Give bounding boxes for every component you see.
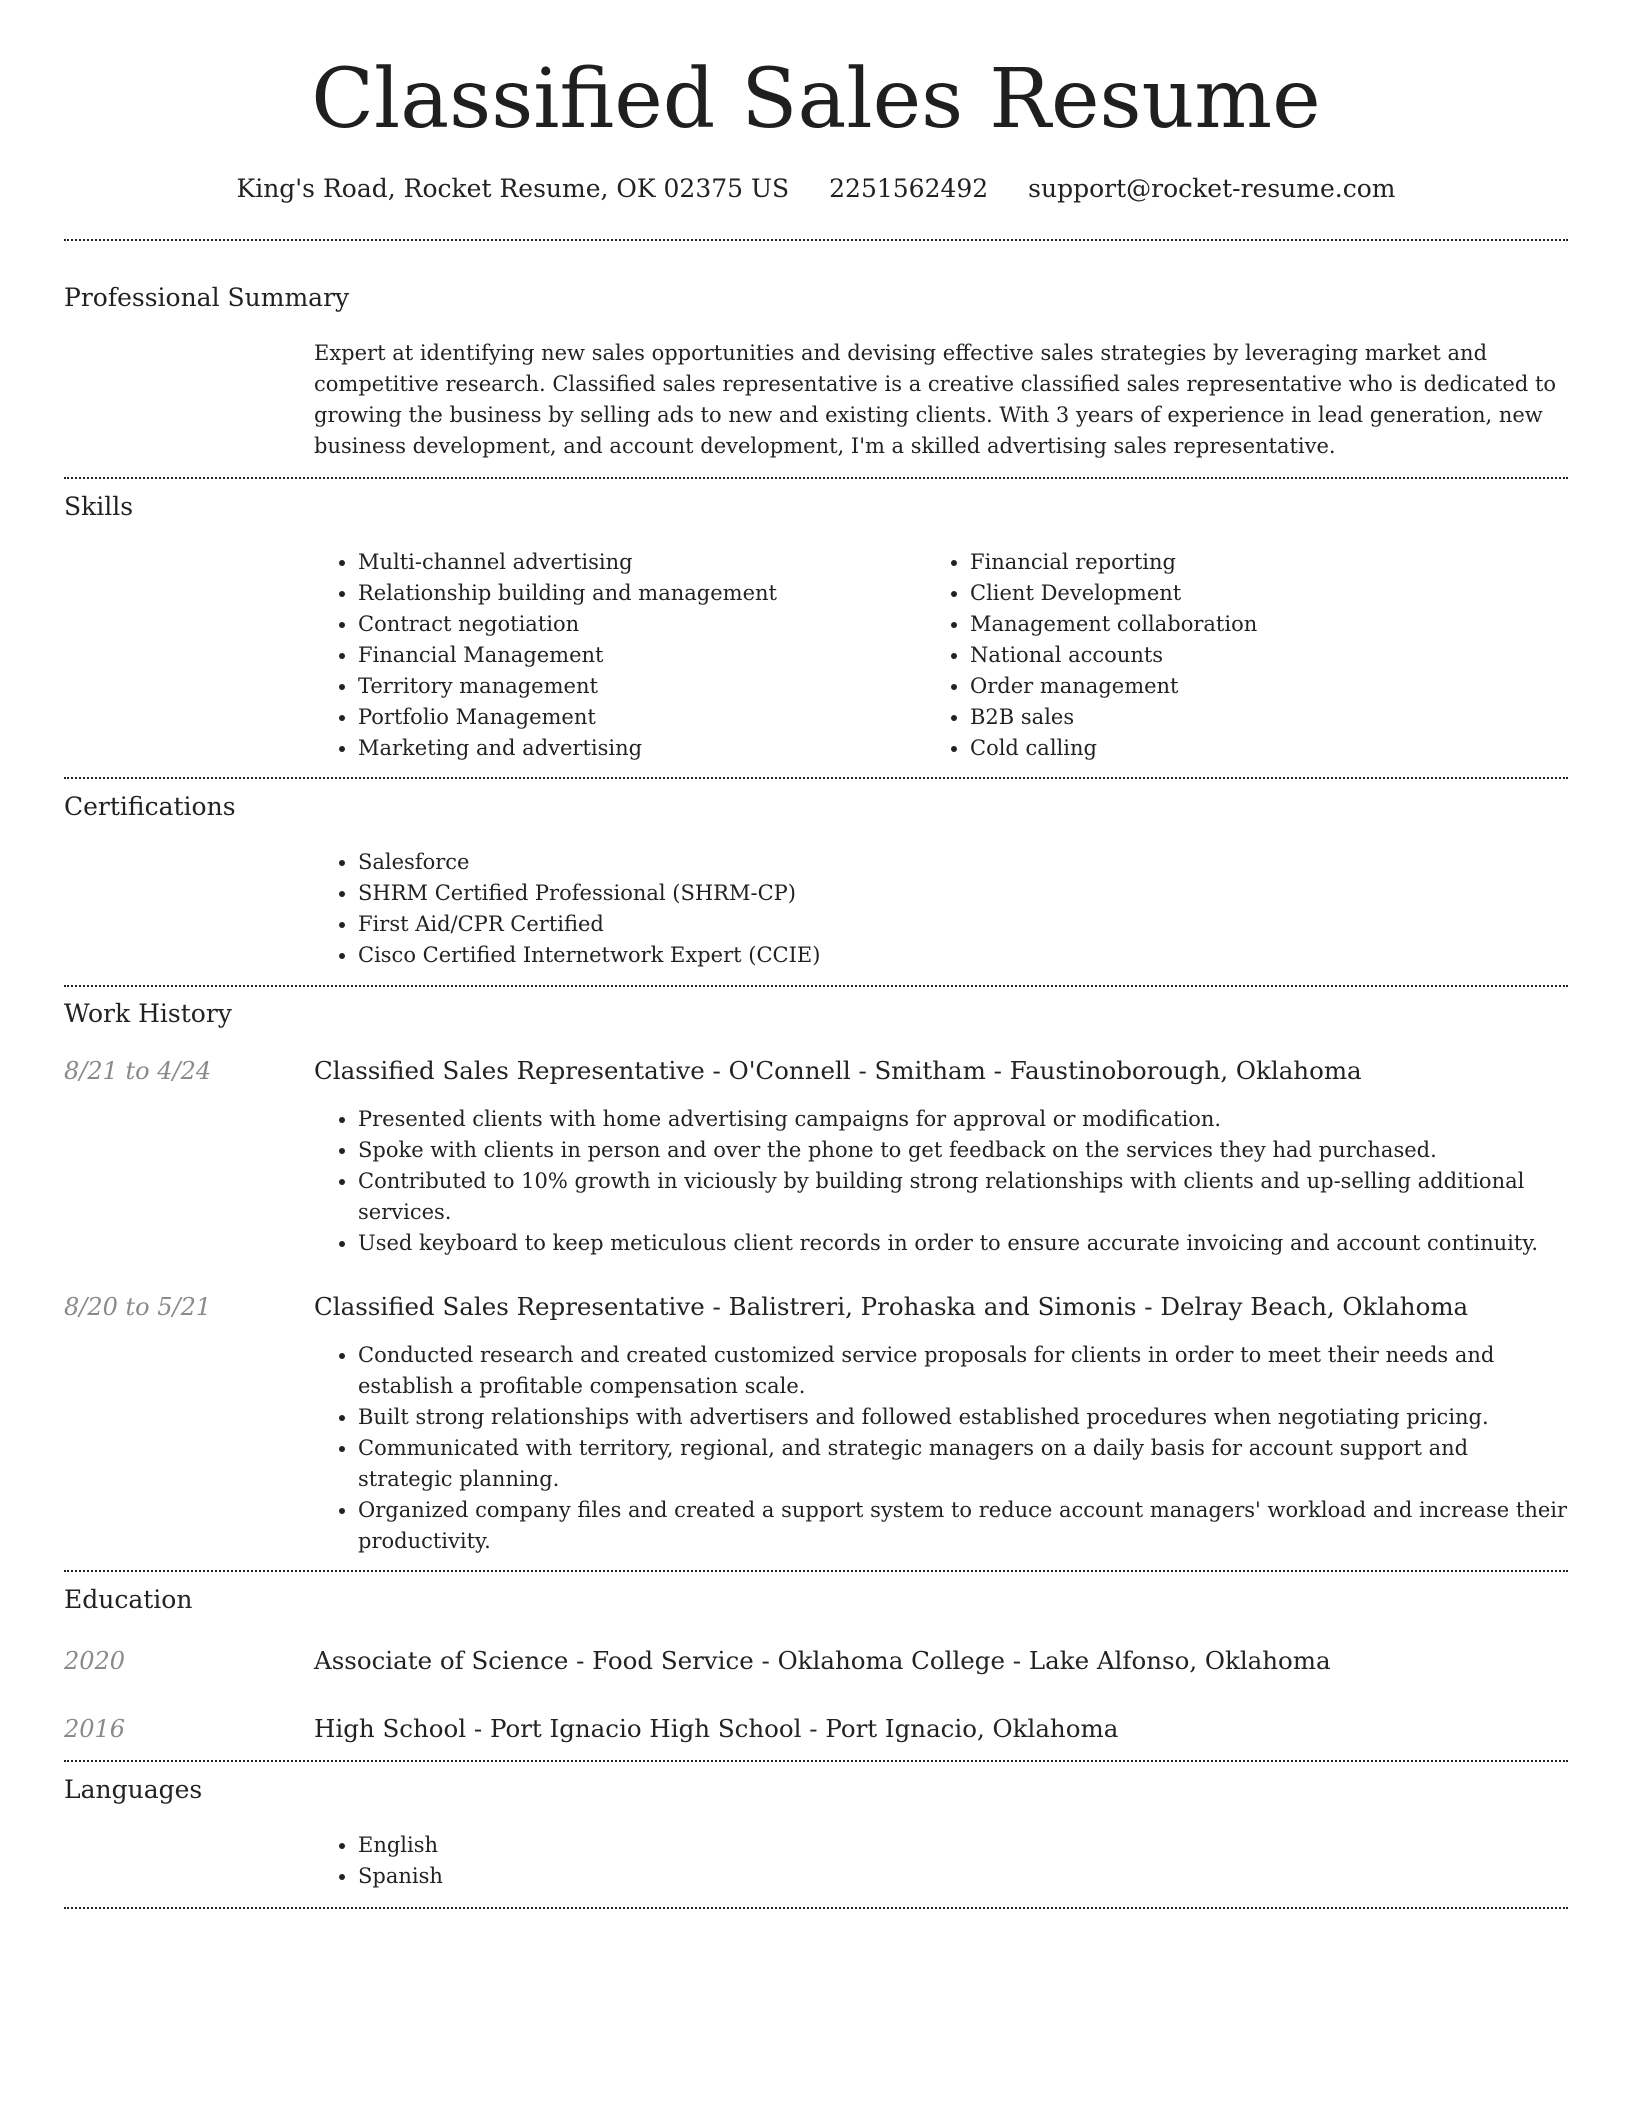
section-divider	[64, 777, 1568, 779]
list-item: • Financial reporting	[970, 547, 1257, 578]
list-item: • Financial Management	[358, 640, 777, 671]
job-location: Delray Beach, Oklahoma	[1160, 1292, 1469, 1321]
list-item: • Client Development	[970, 578, 1257, 609]
list-item: • SHRM Certified Professional (SHRM-CP)	[358, 878, 820, 909]
list-item: • B2B sales	[970, 702, 1257, 733]
job-dates: 8/20 to 5/21	[64, 1293, 212, 1321]
certifications-heading: Certifications	[64, 792, 236, 821]
list-item: • English	[358, 1830, 443, 1861]
job-dates: 8/21 to 4/24	[64, 1057, 212, 1085]
separator: -	[1144, 1292, 1161, 1321]
education-school: Oklahoma College	[777, 1646, 1005, 1675]
education-school: Port Ignacio High School	[489, 1714, 802, 1743]
education-degree: Associate of Science - Food Service	[314, 1646, 754, 1675]
list-item: • Portfolio Management	[358, 702, 777, 733]
list-item: • Spanish	[358, 1861, 443, 1892]
job-company: Balistreri, Prohaska and Simonis	[728, 1292, 1137, 1321]
section-divider	[64, 1907, 1568, 1909]
languages-list	[314, 1830, 443, 1892]
contact-line	[0, 172, 1632, 206]
work-heading: Work History	[64, 999, 232, 1028]
list-item: • Management collaboration	[970, 609, 1257, 640]
job-location: Faustinoborough, Oklahoma	[1009, 1056, 1362, 1085]
contact-phone: 2251562492	[829, 174, 989, 203]
job-bullets	[314, 1104, 1568, 1259]
list-item: • Built strong relationships with advertisers and followed established procedures when negotiating pricing.	[358, 1402, 1568, 1433]
list-item: • First Aid/CPR Certified	[358, 909, 820, 940]
job-title: Classified Sales Representative	[314, 1056, 705, 1085]
list-item: • Used keyboard to keep meticulous client records in order to ensure accurate invoicing and account continuity.	[358, 1228, 1568, 1259]
education-location: Lake Alfonso, Oklahoma	[1028, 1646, 1331, 1675]
list-item: • Order management	[970, 671, 1257, 702]
separator: -	[712, 1056, 729, 1085]
section-divider	[64, 985, 1568, 987]
skills-list-left	[314, 547, 777, 764]
job-bullets	[314, 1340, 1568, 1557]
separator: -	[1012, 1646, 1029, 1675]
contact-email[interactable]: support@rocket-resume.com	[1028, 174, 1396, 203]
contact-address: King's Road, Rocket Resume, OK 02375 US	[236, 174, 790, 203]
section-divider	[64, 1760, 1568, 1762]
list-item: • Conducted research and created customized service proposals for clients in order to meet their needs and establish a profitable compensation scale.	[358, 1340, 1568, 1402]
list-item: • Contract negotiation	[358, 609, 777, 640]
education-year: 2020	[64, 1647, 126, 1675]
separator: -	[473, 1714, 490, 1743]
list-item: • Spoke with clients in person and over the phone to get feedback on the services they had purchased.	[358, 1135, 1568, 1166]
list-item: • Salesforce	[358, 847, 820, 878]
list-item: • Cisco Certified Internetwork Expert (CCIE)	[358, 940, 820, 971]
skills-heading: Skills	[64, 492, 134, 521]
list-item: • National accounts	[970, 640, 1257, 671]
summary-heading: Professional Summary	[64, 283, 350, 312]
list-item: • Multi-channel advertising	[358, 547, 777, 578]
education-year: 2016	[64, 1715, 126, 1743]
education-degree: High School	[314, 1714, 467, 1743]
languages-heading: Languages	[64, 1775, 203, 1804]
resume-title: Classified Sales Resume	[311, 52, 1321, 147]
list-item: • Cold calling	[970, 733, 1257, 764]
list-item: • Marketing and advertising	[358, 733, 777, 764]
education-line	[314, 1645, 1568, 1677]
education-location: Port Ignacio, Oklahoma	[825, 1714, 1119, 1743]
summary-text: Expert at identifying new sales opportunities and devising effective sales strategies by leveraging market and competitive research. Classified sales representative is a creative classified sales representative who is dedicated to growing the business by selling ads to new and existing clients. With 3 years of experience in lead generation, new business development, and account development, I'm a skilled advertising sales representative.	[314, 341, 1557, 458]
section-divider	[64, 239, 1568, 241]
job-title-line	[314, 1291, 1568, 1323]
education-line	[314, 1713, 1568, 1745]
list-item: • Relationship building and management	[358, 578, 777, 609]
separator: -	[809, 1714, 826, 1743]
job-title: Classified Sales Representative	[314, 1292, 705, 1321]
list-item: • Territory management	[358, 671, 777, 702]
list-item: • Contributed to 10% growth in viciously by building strong relationships with clients and up-selling additional services.	[358, 1166, 1568, 1228]
certifications-list	[314, 847, 820, 971]
skills-list-right	[926, 547, 1257, 764]
separator: -	[761, 1646, 778, 1675]
list-item: • Organized company files and created a support system to reduce account managers' workload and increase their productivity.	[358, 1495, 1568, 1557]
separator: -	[712, 1292, 729, 1321]
job-company: O'Connell - Smitham	[728, 1056, 986, 1085]
job-title-line	[314, 1055, 1568, 1087]
section-divider	[64, 477, 1568, 479]
section-divider	[64, 1570, 1568, 1572]
list-item: • Communicated with territory, regional, and strategic managers on a daily basis for account support and strategic planning.	[358, 1433, 1568, 1495]
separator: -	[993, 1056, 1010, 1085]
list-item: • Presented clients with home advertising campaigns for approval or modification.	[358, 1104, 1568, 1135]
education-heading: Education	[64, 1585, 193, 1614]
